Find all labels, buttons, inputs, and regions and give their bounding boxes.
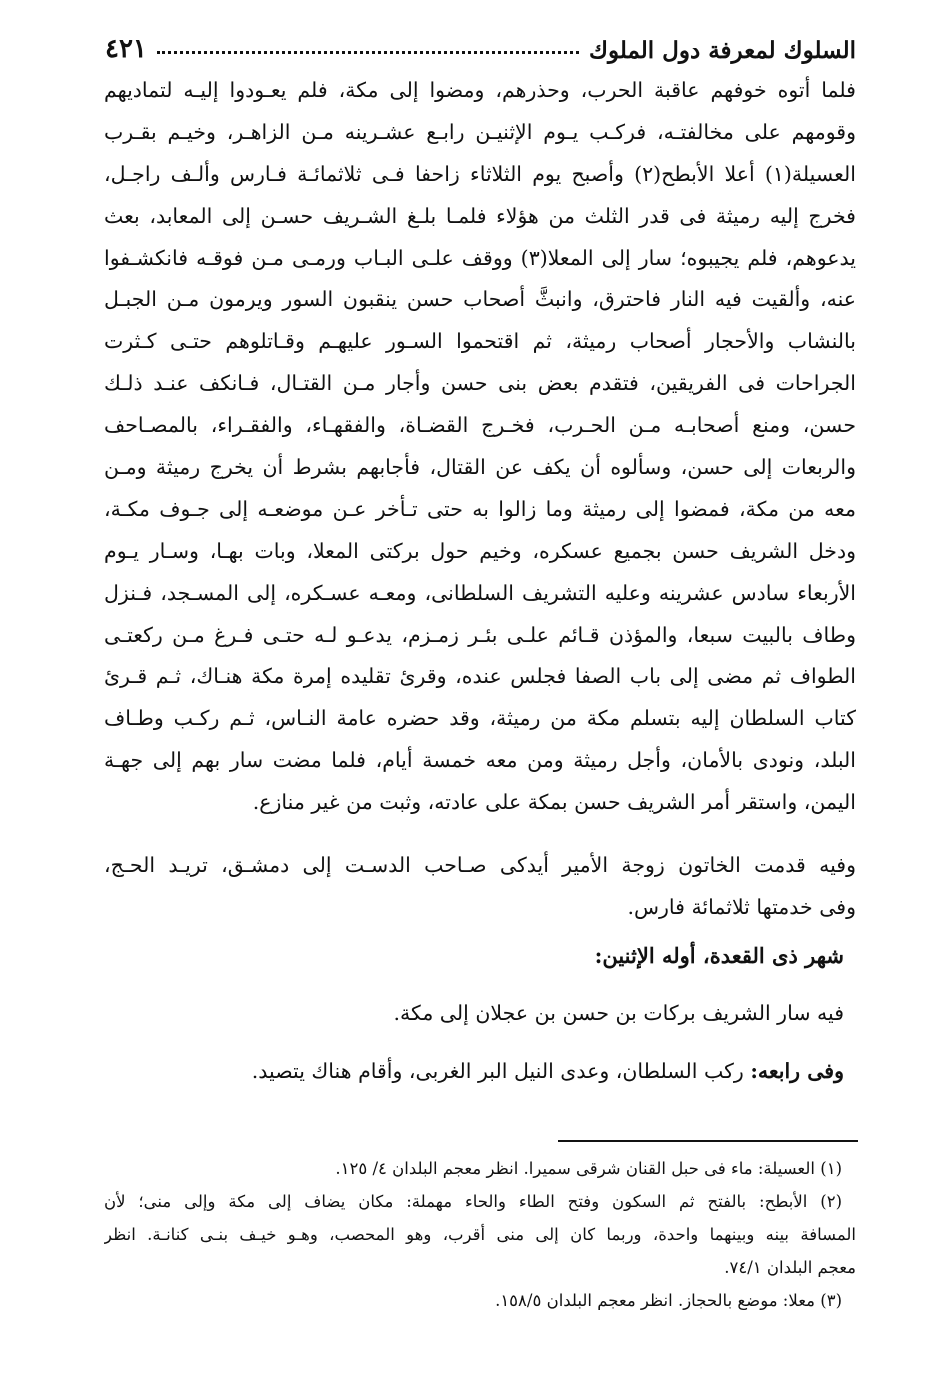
footnote-1: (١) العسيلة: ماء فى حبل القنان شرقى سميرا. انظر معجم البلدان ٤/ ١٢٥.	[335, 1159, 842, 1178]
text-line: الأربعاء سادس عشرينه وعليه التشريف السلطانى، ومعـه عسـكره، إلى المسـجد، فـنزل	[104, 580, 856, 605]
page-header	[105, 16, 856, 64]
text-line: معه من مكة، فمضوا إلى رميثة وما زالوا به حتى تـأخر عـن موضعـه إلى جـوف مكـة،	[104, 496, 856, 521]
footnote-2-continued: معجم البلدان ٧٤/١.	[724, 1258, 856, 1277]
text-line: كتاب السلطان إليه بتسلم مكة من رميثة، وقد حضره عامة النـاس، ثـم ركـب وطـاف	[104, 706, 856, 731]
text-line: ودخل الشريف حسن بجميع عسكره، وخيم حول بركتى المعلا، وبات بهـا، وسـار يـوم	[104, 538, 856, 563]
text-line: فخرج إليه رميثة فى قدر الثلث من هؤلاء فلمـا بلـغ الشـريف حسـن إلى المعابد، بعث	[104, 203, 856, 228]
footnotes	[104, 1152, 856, 1317]
paragraph-text: ركب السلطان، وعدى النيل البر الغربى، وأقام هناك يتصيد.	[251, 1059, 751, 1084]
body-text	[104, 70, 856, 1100]
section-heading: شهر ذى القعدة، أوله الإثنين:	[594, 943, 844, 969]
text-line: الجراحات فى الفريقين، فتقدم بعض بنى حسن وأجار مـن القتـال، فـانكف عنـد ذلـك	[104, 371, 856, 396]
paragraph-khatun	[104, 844, 856, 928]
text-line: الطواف ثم مضى إلى باب الصفا فجلس عنده، وقرئ تقليده إمرة مكة هنـاك، ثـم قـرئ	[104, 664, 856, 689]
footnote-3: (٣) معلا: موضع بالحجاز. انظر معجم البلدان ١٥٨/٥.	[495, 1291, 842, 1310]
paragraph-barakat: فيه سار الشريف بركات بن حسن بن عجلان إلى مكة.	[393, 1001, 844, 1026]
text-line: بالنشاب والأحجار أصحاب رميثة، ثم اقتحموا السـور عليهـم وقـاتلوهم حتـى كـثرت	[104, 329, 856, 354]
text-line: اليمن، واستقر أمر الشريف حسن بمكة على عادته، وثبت من غير منازع.	[252, 790, 856, 815]
text-line: يدعوهم، فلم يجيبوه؛ سار إلى المعلا(٣) ووقف علـى البـاب ورمـى مـن فوقـه فانكشـفوا	[104, 245, 856, 270]
header-dotted-leader	[157, 51, 579, 54]
footnote-2-continued: المسافة بينه وبينهما واحدة، وربما كان إلى منى أقرب، وهو المحصب، وهـو خيـف بنـى كنانـة. انظر	[104, 1225, 856, 1244]
main-paragraph	[104, 70, 856, 824]
text-line: وطاف بالبيت سبعا، والمؤذن قـائم علـى بئـر زمـزم، يدعـو لـه حتـى فـرغ مـن ركعتـى	[104, 622, 856, 647]
text-line: وقومهم على مخالفتـه، فركـب يـوم الإثنيـن رابـع عشـرينه مـن الزاهـر، وخيـم بقـرب	[104, 119, 856, 144]
running-title: السلوك لمعرفة دول الملوك	[588, 37, 856, 64]
paragraph-sultan-ride	[104, 1042, 856, 1100]
text-line: والربعات إلى حسن، وسألوه أن يكف عن القتال، فأجابهم بشرط أن يخرج رميثة ومـن	[104, 455, 856, 480]
text-line: حسن، ومنع أصحابـه مـن الحـرب، فخـرج القضـاة، والفقهـاء، والفقـراء، بالمصـاحف	[104, 413, 856, 438]
text-line: عنه، وألقيت فيه النار فاحترق، وانبثَّ أصحاب حسن ينقبون السور ويرمون مـن الجبـل	[104, 287, 856, 312]
paragraph-gap	[104, 824, 856, 844]
text-line: وفيه قدمت الخاتون زوجة الأمير أيدكى صـاحب الدسـت إلى دمشـق، تريـد الحـج،	[104, 853, 856, 878]
footnote-separator-rule	[558, 1140, 858, 1142]
text-line: البلد، ونودى بالأمان، وأجل رميثة ومن معه خمسة أيام، فلما مضت سار بهم إلى جهـة	[104, 748, 856, 773]
bold-lead-phrase: وفى رابعه:	[750, 1059, 844, 1084]
text-line: العسيلة(١) أعلا الأبطح(٢) وأصبح يوم الثلاثاء زاحفا فـى ثلاثمائـة فـارس وألـف راجـل،	[104, 161, 856, 186]
text-line: فلما أتوه خوفهم عاقبة الحرب، وحذرهم، ومضوا إلى مكة، فلم يعـودوا إليـه لتماديهم	[104, 78, 856, 102]
text-line: وفى خدمتها ثلاثمائة فارس.	[627, 895, 856, 920]
footnote-2: (٢) الأبطح: بالفتح ثم السكون وفتح الطاء والحاء مهملة: مكان يضاف إلى مكة وإلى منى؛ لأن	[104, 1192, 842, 1211]
page-number: ٤٢١	[105, 34, 147, 64]
